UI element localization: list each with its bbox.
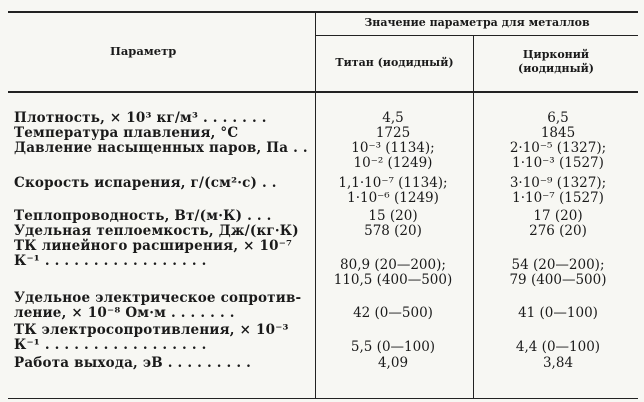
- zr-thermal-conductivity: 17 (20): [533, 208, 583, 224]
- column-header-titanium: Титан (иодидный): [335, 56, 454, 69]
- param-evaporation-rate: Скорость испарения, г/(см²·с) . .: [14, 175, 277, 191]
- ti-thermal-conductivity: 15 (20): [368, 208, 418, 224]
- zr-evaporation-rate-2: 1·10⁻⁷ (1527): [512, 190, 604, 206]
- ti-vapor-pressure-1: 10⁻³ (1134);: [351, 140, 435, 156]
- ti-resistivity: 42 (0—500): [353, 305, 433, 321]
- vertical-rule-2: [473, 35, 474, 399]
- param-resistivity-unit: ление, × 10⁻⁸ Ом·м . . . . . . .: [14, 305, 235, 321]
- param-work-function: Работа выхода, эВ . . . . . . . . .: [14, 355, 252, 371]
- zr-melting-point: 1845: [540, 125, 576, 141]
- zr-linear-expansion-2: 79 (400—500): [509, 272, 607, 288]
- column-header-zirconium-sub: (иодидный): [518, 62, 594, 75]
- zr-vapor-pressure-2: 1·10⁻³ (1527): [512, 155, 604, 171]
- zr-resistivity-tc: 4,4 (0—100): [515, 339, 601, 355]
- zr-resistivity: 41 (0—100): [518, 305, 598, 321]
- vertical-rule-1: [315, 11, 316, 399]
- zr-specific-heat: 276 (20): [529, 223, 587, 239]
- param-resistivity-tc-unit: К⁻¹ . . . . . . . . . . . . . . . . .: [14, 337, 207, 353]
- param-specific-heat: Удельная теплоемкость, Дж/(кг·К): [14, 223, 299, 239]
- zr-density: 6,5: [547, 110, 569, 126]
- zr-work-function: 3,84: [542, 355, 574, 371]
- param-melting-point: Температура плавления, °С: [14, 125, 239, 141]
- ti-resistivity-tc: 5,5 (0—100): [350, 339, 436, 355]
- param-density: Плотность, × 10³ кг/м³ . . . . . . .: [14, 110, 267, 126]
- param-thermal-conductivity: Теплопроводность, Вт/(м·К) . . .: [14, 208, 272, 224]
- param-resistivity-tc: ТК электросопротивления, × 10⁻³: [14, 322, 289, 338]
- ti-linear-expansion-2: 110,5 (400—500): [333, 272, 453, 288]
- top-rule: [8, 11, 638, 13]
- param-linear-expansion: ТК линейного расширения, × 10⁻⁷: [14, 238, 293, 254]
- ti-evaporation-rate-2: 1·10⁻⁶ (1249): [347, 190, 439, 206]
- ti-work-function: 4,09: [377, 355, 409, 371]
- zr-linear-expansion-1: 54 (20—200);: [511, 257, 605, 273]
- column-header-group: Значение параметра для металлов: [364, 16, 590, 29]
- ti-vapor-pressure-2: 10⁻² (1249): [353, 155, 433, 171]
- column-header-zirconium: Цирконий: [522, 48, 590, 61]
- bottom-rule: [8, 398, 638, 399]
- column-header-parameter: Параметр: [110, 44, 177, 58]
- param-linear-expansion-unit: К⁻¹ . . . . . . . . . . . . . . . . .: [14, 253, 207, 269]
- ti-specific-heat: 578 (20): [364, 223, 422, 239]
- group-header-rule: [316, 35, 638, 36]
- param-resistivity: Удельное электрическое сопротив-: [14, 290, 302, 306]
- param-vapor-pressure: Давление насыщенных паров, Па . .: [14, 140, 308, 156]
- zr-evaporation-rate-1: 3·10⁻⁹ (1327);: [509, 175, 607, 191]
- ti-linear-expansion-1: 80,9 (20—200);: [340, 257, 446, 273]
- header-bottom-rule: [8, 91, 638, 93]
- ti-density: 4,5: [382, 110, 404, 126]
- ti-melting-point: 1725: [375, 125, 411, 141]
- ti-evaporation-rate-1: 1,1·10⁻⁷ (1134);: [338, 175, 448, 191]
- zr-vapor-pressure-1: 2·10⁻⁵ (1327);: [509, 140, 607, 156]
